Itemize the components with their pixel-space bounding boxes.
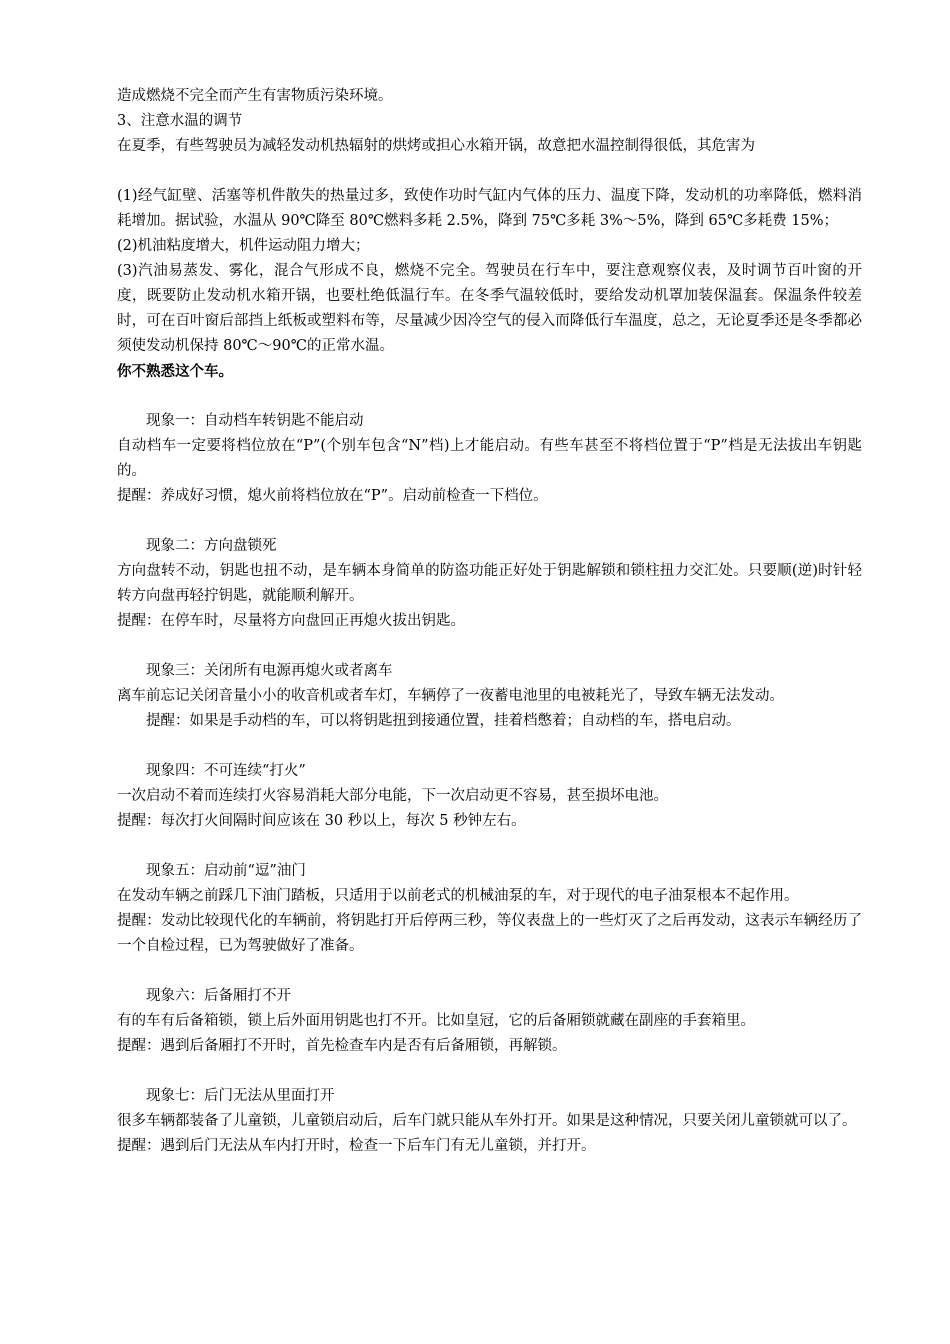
phenomenon-3-title: 现象三：关闭所有电源再熄火或者离车	[146, 663, 393, 679]
spacer	[117, 959, 862, 984]
phenomenon-4-title: 现象四：不可连续“打火”	[146, 763, 306, 779]
phenomenon-6-body: 有的车有后备箱锁，锁上后外面用钥匙也打不开。比如皇冠，它的后备厢锁就藏在副座的手套箱里。	[117, 1013, 755, 1029]
phenomenon-7-tip: 提醒：遇到后门无法从车内打开时，检查一下后车门有无儿童锁，并打开。	[117, 1138, 596, 1154]
phenomenon-5-title: 现象五：启动前“逗”油门	[146, 863, 306, 879]
phenomenon-6-tip: 提醒：遇到后备厢打不开时，首先检查车内是否有后备厢锁，再解锁。	[117, 1038, 567, 1054]
phenomenon-4-tip: 提醒：每次打火间隔时间应该在 30 秒以上，每次 5 秒钟左右。	[117, 813, 526, 829]
phenomenon-5-tip: 提醒：发动比较现代化的车辆前，将钥匙打开后停两三秒，等仪表盘上的一些灯灭了之后再发动，这表示车辆经历了一个自检过程，已为驾驶做好了准备。	[117, 913, 862, 954]
phenomenon-3-tip: 提醒：如果是手动档的车，可以将钥匙扭到接通位置，挂着档憋着；自动档的车，搭电启动。	[146, 713, 741, 729]
phenomenon-2-body: 方向盘转不动，钥匙也扭不动，是车辆本身简单的防盗功能正好处于钥匙解锁和锁柱扭力交汇处。只要顺(逆)时针轻转方向盘再轻拧钥匙，就能顺利解开。	[117, 563, 862, 604]
water-temp-intro: 在夏季，有些驾驶员为减轻发动机热辐射的烘烤或担心水箱开锅，故意把水温控制得很低，其危害为	[117, 138, 755, 154]
phenomenon-1-title: 现象一：自动档车转钥匙不能启动	[146, 413, 364, 429]
water-temp-point-1: (1)经气缸壁、活塞等机件散失的热量过多，致使作功时气缸内气体的压力、温度下降，发动机的功率降低，燃料消耗增加。据试验，水温从 90℃降至 80℃燃料多耗 2.5%，降到 75℃多耗 3%～5%，降到 65℃多耗费 15%；	[117, 188, 862, 229]
water-temp-point-3: (3)汽油易蒸发、雾化，混合气形成不良，燃烧不完全。驾驶员在行车中，要注意观察仪表，及时调节百叶窗的开度，既要防止发动机水箱开锅，也要杜绝低温行车。在冬季气温较低时，要给发动机罩加装保温套。保温条件较差时，可在百叶窗后部挡上纸板或塑料布等，尽量减少因冷空气的侵入而降低行车温度，总之，无论夏季还是冬季都必须使发动机保持 80℃～90℃的正常水温。	[117, 263, 862, 354]
phenomenon-3-body: 离车前忘记关闭音量小小的收音机或者车灯，车辆停了一夜蓄电池里的电被耗光了，导致车辆无法发动。	[117, 688, 784, 704]
spacer	[117, 734, 862, 759]
document-page	[117, 84, 862, 1159]
spacer	[117, 634, 862, 659]
phenomenon-7-body: 很多车辆都装备了儿童锁，儿童锁启动后，后车门就只能从车外打开。如果是这种情况，只要关闭儿童锁就可以了。	[117, 1113, 857, 1129]
phenomenon-1-tip: 提醒：养成好习惯，熄火前将档位放在“P”。启动前检查一下档位。	[117, 488, 548, 504]
spacer	[117, 1059, 862, 1084]
section-title: 你不熟悉这个车。	[117, 363, 233, 380]
phenomenon-1-body: 自动档车一定要将档位放在“P”(个别车包含“N”档)上才能启动。有些车甚至不将档位置于“P”档是无法拔出车钥匙的。	[117, 438, 862, 479]
phenomenon-4-body: 一次启动不着而连续打火容易消耗大部分电能，下一次启动更不容易，甚至损坏电池。	[117, 788, 668, 804]
intro-tail-paragraph: 造成燃烧不完全而产生有害物质污染环境。	[117, 88, 393, 104]
spacer	[117, 384, 862, 409]
phenomenon-5-body: 在发动车辆之前踩几下油门踏板，只适用于以前老式的机械油泵的车，对于现代的电子油泵根本不起作用。	[117, 888, 799, 904]
phenomenon-6-title: 现象六：后备厢打不开	[146, 988, 291, 1004]
spacer	[117, 834, 862, 859]
phenomenon-2-title: 现象二：方向盘锁死	[146, 538, 277, 554]
phenomenon-7-title: 现象七：后门无法从里面打开	[146, 1088, 335, 1104]
water-temp-point-2: (2)机油粘度增大，机件运动阻力增大；	[117, 238, 370, 254]
spacer	[117, 159, 862, 184]
spacer	[117, 509, 862, 534]
phenomenon-2-tip: 提醒：在停车时，尽量将方向盘回正再熄火拔出钥匙。	[117, 613, 465, 629]
water-temp-heading: 3、注意水温的调节	[117, 113, 243, 129]
